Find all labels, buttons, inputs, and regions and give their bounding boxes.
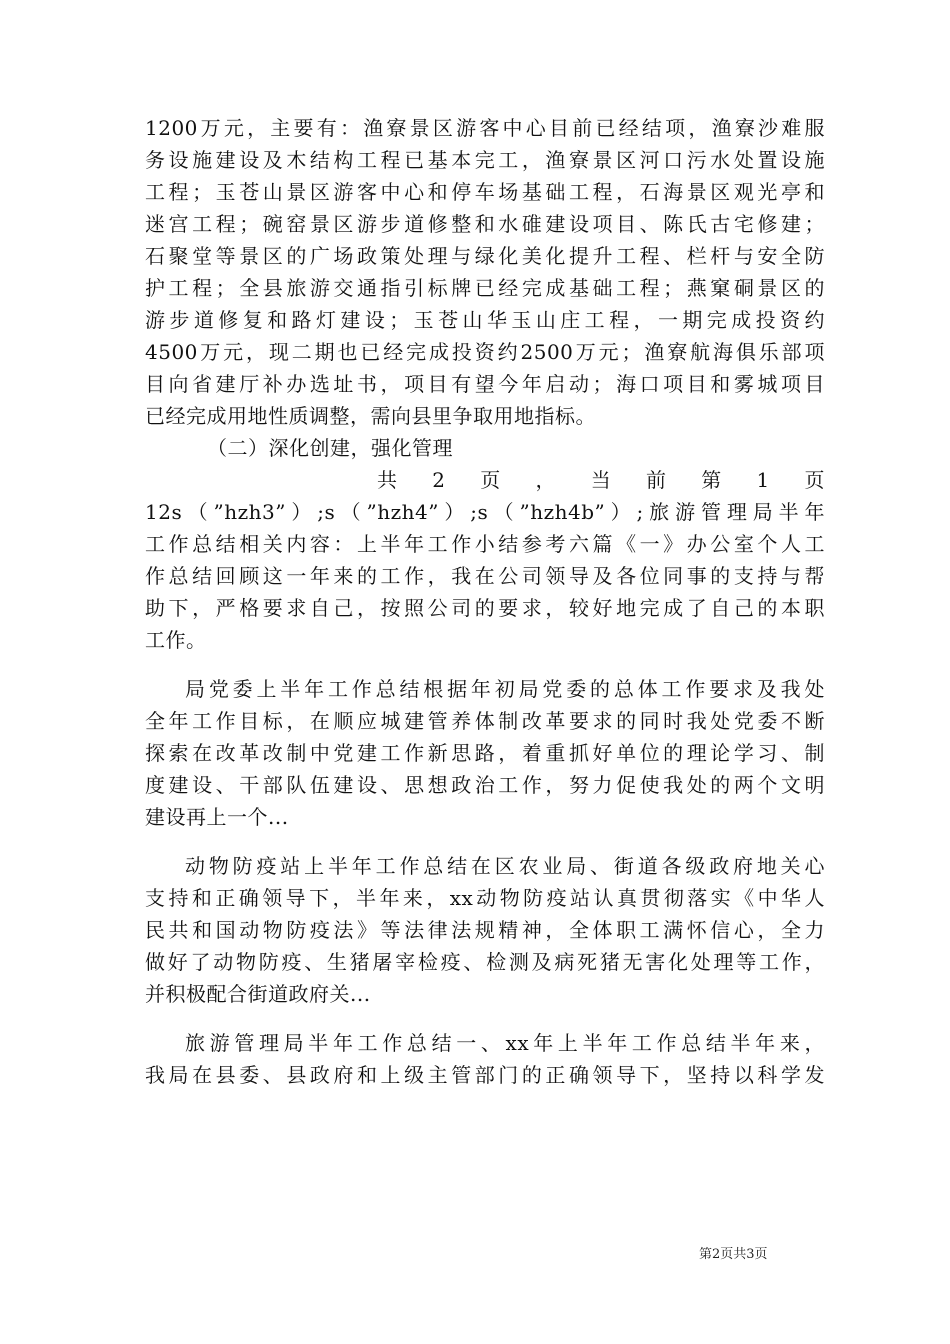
text-line: 度建设、干部队伍建设、思想政治工作，努力促使我处的两个文明 — [145, 773, 825, 797]
text-line: 作总结回顾这一年来的工作，我在公司领导及各位同事的支持与帮 — [145, 564, 825, 588]
section-heading: （二）深化创建，强化管理 — [207, 436, 453, 460]
text-line: 旅游管理局半年工作总结一、xx年上半年工作总结半年来， — [185, 1031, 825, 1055]
text-line: 做好了动物防疫、生猪屠宰检疫、检测及病死猪无害化处理等工作， — [145, 950, 825, 974]
text-line: 迷宫工程；碗窑景区游步道修整和水碓建设项目、陈氏古宅修建； — [145, 212, 825, 236]
document-body — [145, 112, 825, 1091]
paragraph-projects — [145, 112, 825, 432]
paragraph-gap — [145, 833, 825, 850]
page-counter-part: 页 — [480, 468, 501, 492]
text-line: 民共和国动物防疫法》等法律法规精神，全体职工满怀信心，全力 — [145, 918, 825, 942]
text-line: 护工程；全县旅游交通指引标牌已经完成基础工程；燕窠硐景区的 — [145, 276, 825, 300]
text-line: 局党委上半年工作总结根据年初局党委的总体工作要求及我处 — [185, 677, 825, 701]
text-line: 1200万元，主要有：渔寮景区游客中心目前已经结项，渔寮沙难服 — [145, 116, 825, 140]
page-number-footer: 第2页共3页 — [699, 1247, 768, 1262]
paragraph-tourism-bureau — [145, 1027, 825, 1091]
page-counter-part: 页 — [804, 468, 825, 492]
text-line: 目向省建厅补办选址书，项目有望今年启动；海口项目和雾城项目 — [145, 372, 825, 396]
page-counter-part: 1 — [756, 468, 770, 492]
text-line: 石聚堂等景区的广场政策处理与绿化美化提升工程、栏杆与安全防 — [145, 244, 825, 268]
text-line: 务设施建设及木结构工程已基本完工，渔寮景区河口污水处置设施 — [145, 148, 825, 172]
text-line: 12s（”hzh3”）;s（”hzh4”）;s（”hzh4b”）;旅游管理局半年 — [145, 500, 825, 524]
text-line: 助下，严格要求自己，按照公司的要求，较好地完成了自己的本职 — [145, 596, 825, 620]
paragraph-epidemic-station — [145, 850, 825, 1010]
paragraph-gap — [145, 1010, 825, 1027]
text-line: 工作。 — [145, 628, 207, 652]
page-counter-part: 第 — [701, 468, 722, 492]
page-counter — [145, 464, 825, 496]
paragraph-gap — [145, 656, 825, 673]
text-line: 4500万元，现二期也已经完成投资约2500万元；渔寮航海俱乐部项 — [145, 340, 825, 364]
text-line: 建设再上一个... — [145, 805, 289, 829]
text-line: 全年工作目标，在顺应城建管养体制改革要求的同时我处党委不断 — [145, 709, 825, 733]
page-counter-part: 2 — [432, 468, 446, 492]
page-counter-part: 当 — [590, 468, 612, 492]
text-line: 游步道修复和路灯建设；玉苍山华玉山庄工程，一期完成投资约 — [145, 308, 825, 332]
text-line: 已经完成用地性质调整，需向县里争取用地指标。 — [145, 404, 596, 428]
text-line: 并积极配合街道政府关... — [145, 982, 371, 1006]
text-line: 工程；玉苍山景区游客中心和停车场基础工程，石海景区观光亭和 — [145, 180, 825, 204]
paragraph-party-committee — [145, 673, 825, 833]
paragraph-related-content — [145, 496, 825, 656]
text-line: 探索在改革改制中党建工作新思路，着重抓好单位的理论学习、制 — [145, 741, 825, 765]
text-line: 动物防疫站上半年工作总结在区农业局、街道各级政府地关心 — [185, 854, 825, 878]
text-line: 我局在县委、县政府和上级主管部门的正确领导下，坚持以科学发 — [145, 1063, 825, 1087]
text-line: 支持和正确领导下，半年来，xx动物防疫站认真贯彻落实《中华人 — [145, 886, 825, 910]
text-line: 工作总结相关内容：上半年工作小结参考六篇《一》办公室个人工 — [145, 532, 825, 556]
page-counter-part: 前 — [645, 468, 667, 492]
page-counter-part: 共 — [377, 468, 398, 492]
page-counter-part: ， — [535, 468, 556, 492]
